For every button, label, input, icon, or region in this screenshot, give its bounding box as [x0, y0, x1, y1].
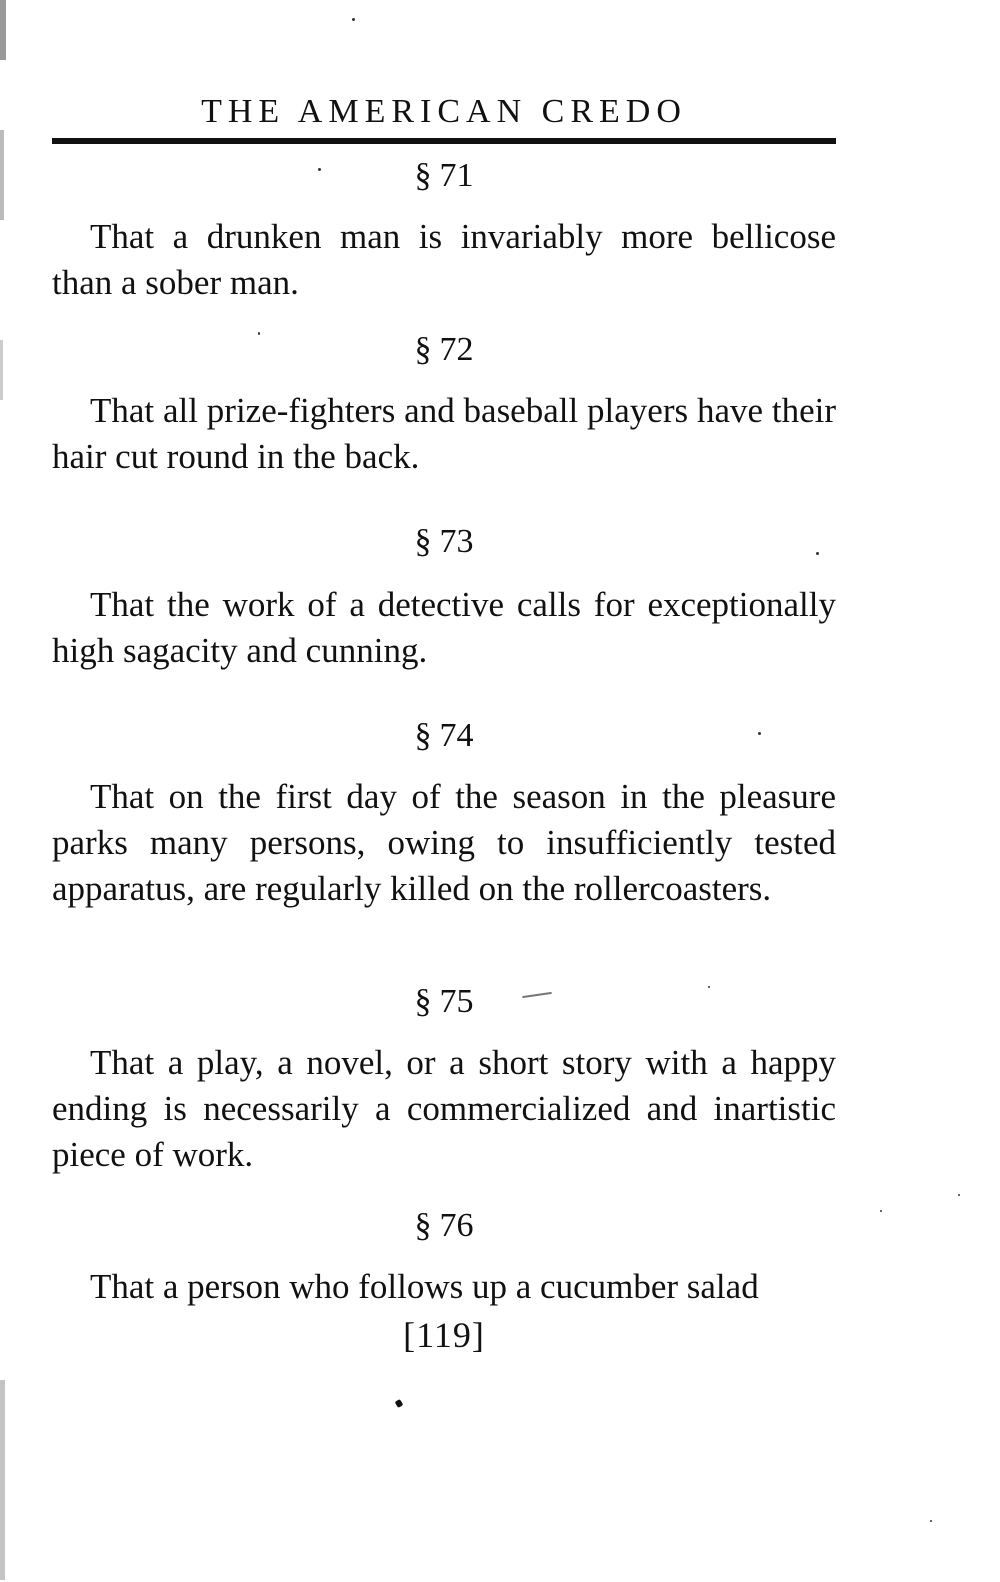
section-heading-75: [52, 982, 836, 1022]
section-heading-73: [52, 522, 836, 562]
section-number: 74: [439, 717, 474, 754]
page-number: [119]: [403, 1315, 485, 1355]
section-symbol: §: [414, 157, 432, 194]
running-title: THE AMERICAN CREDO: [201, 93, 687, 130]
section-text-74: That on the first day of the season in the pleasure parks many persons, owing to insufficiently tested apparatus, are regularly killed on the rollercoasters.: [52, 777, 836, 908]
binding-edge-mark: [0, 0, 6, 60]
scan-speck: [708, 986, 710, 988]
section-symbol: §: [414, 717, 432, 754]
section-number: 71: [439, 157, 474, 194]
section-text-76: That a person who follows up a cucumber salad: [90, 1267, 759, 1306]
section-heading-71: [52, 156, 836, 196]
section-heading-74: [52, 716, 836, 756]
scan-speck: [880, 1210, 882, 1212]
scan-speck: [318, 168, 321, 171]
section-symbol: §: [414, 331, 432, 368]
scan-speck: [352, 18, 355, 21]
section-symbol: §: [414, 523, 432, 560]
binding-edge-mark: [0, 1380, 5, 1580]
section-number: 75: [439, 983, 474, 1020]
scan-speck: [758, 732, 761, 735]
section-text-75: That a play, a novel, or a short story with a happy ending is necessarily a commercialized and inartistic piece of work.: [52, 1043, 836, 1174]
scan-speck: [930, 1520, 932, 1522]
section-number: 73: [439, 523, 474, 560]
header-rule: [52, 138, 836, 144]
section-heading-72: [52, 330, 836, 370]
section-number: 76: [439, 1207, 474, 1244]
section-symbol: §: [414, 983, 432, 1020]
section-symbol: §: [414, 1207, 432, 1244]
section-number: 72: [439, 331, 474, 368]
scan-speck: [395, 1399, 404, 1408]
scan-speck: [958, 1194, 960, 1196]
scan-speck: [258, 332, 260, 335]
scan-speck: [816, 552, 819, 555]
binding-edge-mark: [0, 130, 4, 220]
section-text-72: That all prize-fighters and baseball players have their hair cut round in the back.: [52, 391, 836, 476]
section-heading-76: [52, 1206, 836, 1246]
binding-edge-mark: [0, 340, 3, 400]
section-text-71: That a drunken man is invariably more bellicose than a sober man.: [52, 217, 836, 302]
section-text-73: That the work of a detective calls for exceptionally high sagacity and cunning.: [52, 585, 836, 670]
